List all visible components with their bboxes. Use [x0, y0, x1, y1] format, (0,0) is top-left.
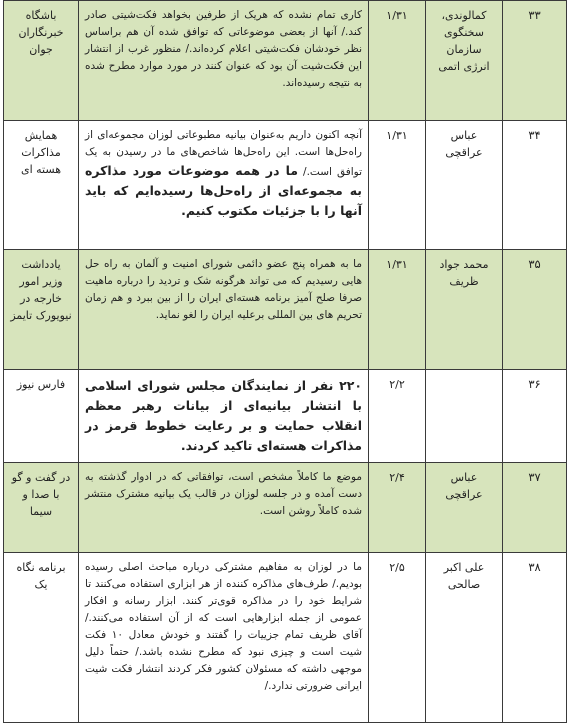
speaker-name: کمالوندی، سخنگوی سازمان انرژی اتمی — [426, 1, 503, 121]
statement-plain: موضع ما کاملاً مشخص است، توافقاتی که در ادوار گذشته به دست آمده و در جلسه لوزان در قالب یک بیانیه مشترک منتشر شده کاملاً روشن است. — [85, 471, 362, 517]
statement-source: همایش مذاکرات هسته ای — [4, 121, 79, 250]
table-row — [4, 121, 567, 250]
statement-source: فارس نیوز — [4, 370, 79, 463]
statement-date: ۲/۵ — [369, 553, 426, 723]
statement-source: یادداشت وزیر امور خارجه در نیویورک تایمز — [4, 250, 79, 370]
row-number: ۳۸ — [503, 553, 567, 723]
speaker-name: علی اکبر صالحی — [426, 553, 503, 723]
statement-plain: ما به همراه پنج عضو دائمی شورای امنیت و آلمان به راه حل هایی رسیدیم که می تواند هرگونه شک و تردید را درباره ماهیت صرفا صلح آمیز برنامه هسته‌ای ایران را از بین ببرد و هم زمان تحریم های بین المللی برعلیه ایران را لغو نماید. — [85, 258, 362, 321]
row-number: ۳۳ — [503, 1, 567, 121]
table-row — [4, 463, 567, 553]
speaker-name: محمد جواد ظریف — [426, 250, 503, 370]
statement-text — [79, 250, 369, 370]
row-number: ۳۴ — [503, 121, 567, 250]
statement-date: ۱/۳۱ — [369, 121, 426, 250]
statement-text — [79, 553, 369, 723]
speaker-name — [426, 370, 503, 463]
row-number: ۳۵ — [503, 250, 567, 370]
statements-table — [3, 0, 567, 723]
statement-date: ۱/۳۱ — [369, 1, 426, 121]
speaker-name: عباس عراقچی — [426, 121, 503, 250]
statement-source: باشگاه خبرنگاران جوان — [4, 1, 79, 121]
statement-date: ۲/۴ — [369, 463, 426, 553]
table-row — [4, 250, 567, 370]
statement-date: ۱/۳۱ — [369, 250, 426, 370]
statement-plain: کاری تمام نشده که هریک از طرفین بخواهد فکت‌شیتی صادر کند./ آنها از بعضی موضوعاتی که توافق شده آن هم براساس نظر خودشان فکت‌شیتی اعلام کرده‌اند./ منظور غرب از انتشار این فکت‌شیت آن بود که عنوان کنند در مورد موارد مطرح شده به نتیجه رسیده‌اند. — [85, 9, 362, 89]
statement-text — [79, 370, 369, 463]
statement-source: در گفت و گو با صدا و سیما — [4, 463, 79, 553]
table-row — [4, 553, 567, 723]
table-row — [4, 1, 567, 121]
statement-bold: ما در همه موضوعات مورد مذاکره به مجموعه‌ای از راه‌حل‌ها رسیده‌ایم که باید آنها را با جزئیات مکتوب کنیم. — [85, 163, 362, 218]
statement-text — [79, 463, 369, 553]
statement-plain: ما در لوزان به مفاهیم مشترکی درباره مباحث اصلی رسیده بودیم./ طرف‌های مذاکره کننده از هر ابزاری استفاده می‌کنند تا شرایط خود را در مذاکره قوی‌تر کنند. ابزار رسانه و افکار عمومی از جمله ابزارهایی است که از آن استفاده می‌کنند./ آقای ظریف تمام جزییات را گفتند و خودش معادل ۱۰ فکت شیت است و چیزی نبود که مطرح نشده باشد./ حتماً دلیل موجهی داشته که مسئولان کشور فکر کردند انتشار فکت شیت ایرانی ضرورتی ندارد./ — [85, 561, 362, 692]
row-number: ۳۷ — [503, 463, 567, 553]
statement-text — [79, 1, 369, 121]
statement-plain: آنچه اکنون داریم به‌عنوان بیانیه مطبوعاتی لوزان مجموعه‌ای از راه‌حل‌ها است. این راه‌حل‌ها شاخص‌های ما در رسیدن به یک توافق است./ — [85, 129, 362, 178]
statement-bold: ۲۲۰ نفر از نمایندگان مجلس شورای اسلامی با انتشار بیانیه‌ای از بیانات رهبر معظم انقلاب حمایت و بر رعایت خطوط قرمز در مذاکرات هسته‌ای تاکید کردند. — [85, 378, 362, 453]
statement-date: ۲/۲ — [369, 370, 426, 463]
table-row — [4, 370, 567, 463]
statement-text — [79, 121, 369, 250]
speaker-name: عباس عراقچی — [426, 463, 503, 553]
statement-source: برنامه نگاه یک — [4, 553, 79, 723]
row-number: ۳۶ — [503, 370, 567, 463]
